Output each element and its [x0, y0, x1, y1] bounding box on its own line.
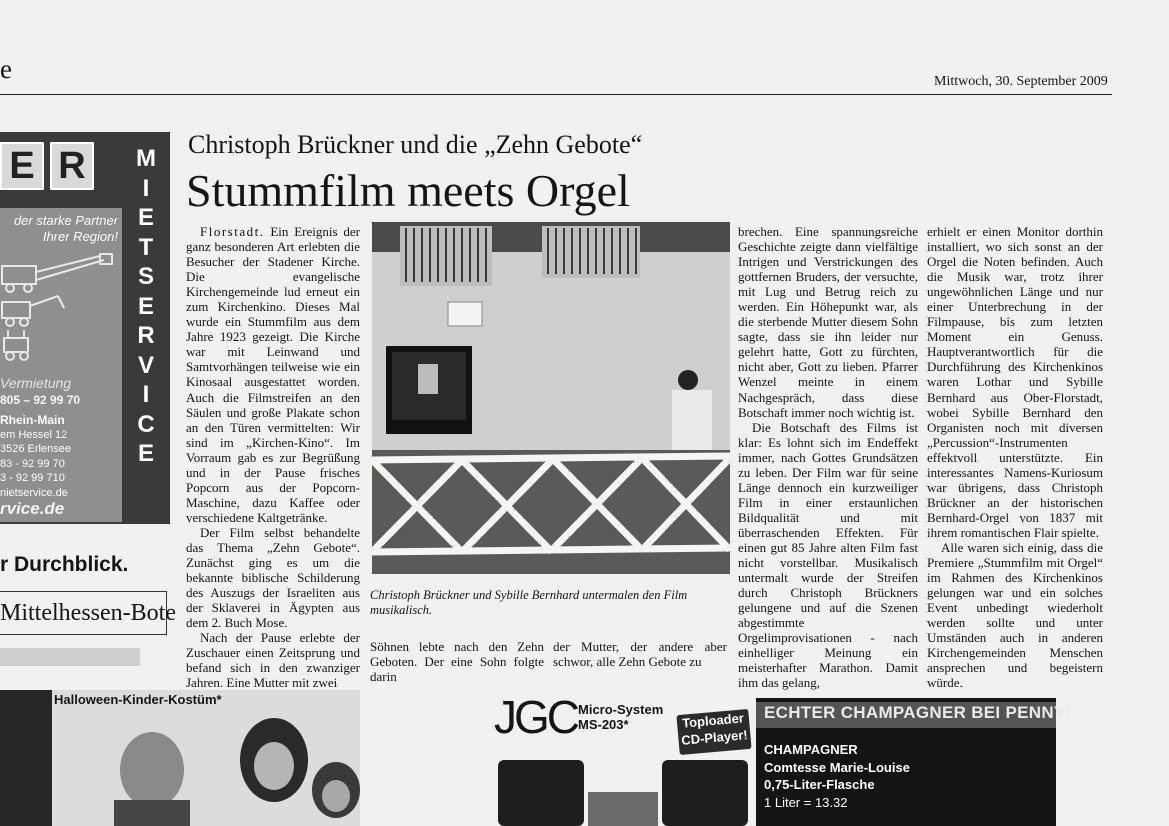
article-headline: Stummfilm meets Orgel — [186, 165, 630, 216]
penny-line: 1 Liter = 13.32 — [764, 794, 848, 810]
vertical-letter: E — [137, 440, 154, 467]
vertical-letter: E — [137, 204, 154, 231]
dateline: Florstadt. — [200, 224, 265, 239]
penny-line: 0,75-Liter-Flasche — [764, 777, 875, 792]
toploader-line: Toploader — [681, 710, 745, 731]
rental-ad-slogan — [0, 213, 122, 245]
toploader-line: CD-Player! — [680, 727, 749, 748]
speaker-icon — [498, 760, 584, 826]
logo-letter: E — [0, 142, 44, 190]
section-title-fragment: e — [0, 54, 12, 84]
paragraph: brechen. Eine spannungsreiche Geschichte zeigte dann vielfältige Intrigen und Verstrickungen des gottfernen Bruders, der versuchte, mit Lug und Betrug reich zu werden. Ein Höhepunkt war, als die sterbende Mutter diesem Sohn sagte, dass sie ihn leider nur gelehrt hatte, Gott zu fürchten, nicht aber, Gott zu lieben. Pfarrer Wenzel meinte in einem Nachgespräch, dass diese Botschaft immer noch wichtig ist. — [738, 224, 918, 420]
slogan-line: der starke Partner — [13, 213, 118, 228]
article-column-2 — [370, 639, 544, 684]
paragraph: Die Botschaft des Films ist klar: Es lohnt sich im Endeffekt immer, nach Gottes Grundsätzen zu leben. Der Film war für seine Länge dennoch ein kurzweiliger Film in einer erstaunlichen Bildqualität und mit überraschenden Effekten. Für einen gut 85 Jahre alten Film fast nicht vorstellbar. Musikalisch untermalt wurde der Streifen durch Christoph Brückners gelungene und auf die Szenen abgestimmte Orgelimprovisationen - nach einhelliger Meinung ein meisterhafter Marathon. Damit ihm das gelang, — [738, 419, 918, 691]
paragraph: Söhnen lebte nach den Zehn Geboten. Der eine Sohn folgte darin — [370, 639, 544, 685]
micro-system-label — [578, 702, 663, 732]
address-line: 83 - 92 99 70 — [0, 457, 65, 470]
costume-kids-photo — [90, 712, 360, 826]
paragraph: Alle waren sich einig, dass die Premiere „Stummfilm mit Orgel“ im Rahmen des Kirchenkinos gelungen war und ein solches Event unbedingt wiederholt werden sollte und unter Umständen auch in anderen Kirchengemeinden Menschen ansprechen und begeistern würde. — [927, 539, 1103, 691]
vertical-letter: T — [138, 233, 154, 261]
paragraph: Ein Ereignis der ganz besonderen Art erlebten die Besucher der Stadener Kirche. Die evangelische Kirchengemeinde lud erneut ein zum Kirchenkino. Dieses Mal wurde ein Stummfilm aus dem Jahre 1923 gezeigt. Die Kirche war mit Leinwand und Samtvorhängen teilweise wie ein Kinosaal ausgestattet worden. Auch die Filmstreifen an den Säulen und große Plakate schon an den Türen vermittelten: Wir sind im „Kirchen-Kino“. Im Vorraum gab es zur Begrüßung und in der Pause frisches Popcorn aus der Popcorn-Maschine, dazu Kaffee oder verschiedene Kaltgetränke. — [186, 224, 360, 525]
address-line: em Hessel 12 — [0, 428, 68, 441]
vertical-letter: C — [137, 410, 155, 438]
micro-system-line: MS-203* — [578, 717, 629, 732]
vertical-letter: S — [137, 263, 154, 290]
article-column-1 — [186, 224, 360, 690]
paragraph: der Mutter, der andere aber schwor, alle Zehn Gebote zu — [553, 639, 727, 670]
rental-label: Vermietung — [0, 375, 72, 391]
halloween-ad-dark-edge — [0, 690, 52, 826]
vertical-letter: M — [136, 145, 156, 172]
article-column-5 — [927, 224, 1103, 690]
paragraph: Der Film selbst behandelte das Thema „Zehn Gebote“. Zunächst ging es um die bekannte biblische Schilderung des Auszugs der Israeliten aus der Sklaverei in Ägypten aus dem 2. Buch Mose. — [186, 524, 360, 631]
header-rule — [0, 94, 1112, 95]
penny-ad-text — [764, 741, 910, 811]
durchblick-slogan: r Durchblick. — [0, 553, 129, 576]
article-kicker: Christoph Brückner und die „Zehn Gebote“ — [188, 130, 643, 159]
address-line: 3526 Erlensee — [0, 443, 71, 455]
vertical-letter: V — [137, 351, 154, 379]
penny-ad-headline: ECHTER CHAMPAGNER BEI PENNY! — [764, 703, 1072, 722]
address-line: 3 - 92 99 710 — [0, 472, 65, 484]
rental-ad-logo — [0, 142, 110, 188]
address-line: nietservice.de — [0, 486, 68, 499]
vertical-letter: R — [137, 322, 155, 349]
article-column-3 — [553, 639, 727, 669]
micro-system-line: Micro-System — [578, 702, 664, 717]
jgc-logo: JGC — [494, 691, 577, 743]
penny-line: CHAMPAGNER — [764, 742, 858, 757]
rental-address — [0, 413, 122, 500]
construction-machines-icon — [0, 252, 118, 370]
promo-stripe — [0, 648, 140, 666]
slogan-line: Ihrer Region! — [42, 229, 118, 244]
rental-website: rvice.de — [0, 499, 65, 518]
halloween-costume-label: Halloween-Kinder-Kostüm* — [54, 692, 222, 707]
vertical-letter: I — [142, 381, 150, 408]
penny-line: Comtesse Marie-Louise — [764, 759, 910, 775]
vertical-letter: I — [142, 174, 150, 202]
vertical-letter: E — [137, 292, 154, 320]
stereo-unit-icon — [588, 792, 658, 826]
photo-caption: Christoph Brückner und Sybille Bernhard untermalen den Film musikalisch. — [370, 588, 688, 617]
paragraph: erhielt er einen Monitor dorthin installiert, wo sich sonst an der Orgel die Noten befinden. Auch die Musik war, trotz ihrer ungewöhnlichen Länge und nur einer Unterbrechung in der Filmpause, bis zum letzten Moment ein Genuss. Hauptverantwortlich für die Durchführung des Kirchenkinos waren Lothar und Sybille Bernhard aus Ober-Florstadt, wobei Sybille Bernhard den Organisten noch mit diversen „Percussion“-Instrumenten effektvoll unterstützte. Ein interessantes Namens-Kuriosum war übrigens, dass Christoph Brückner an der historischen Bernhard-Orgel von 1837 mit ihrem romantischen Flair spielte. — [927, 224, 1103, 540]
rental-phone: 805 – 92 99 70 — [0, 393, 81, 407]
issue-date: Mittwoch, 30. September 2009 — [934, 74, 1108, 89]
article-photo — [372, 222, 730, 574]
paper-name: Mittelhessen-Bote — [0, 600, 176, 626]
toploader-badge — [676, 709, 751, 755]
article-column-4 — [738, 224, 918, 690]
logo-letter: R — [50, 142, 94, 190]
paragraph: Nach der Pause erlebte der Zuschauer einen Zeitsprung und befand sich in den zwanziger Jahren. Eine Mutter mit zwei — [186, 630, 360, 691]
speaker-icon — [662, 760, 748, 826]
address-line: Rhein-Main — [0, 413, 65, 427]
rental-vertical-word — [128, 144, 164, 469]
church-interior-photo — [372, 222, 730, 574]
